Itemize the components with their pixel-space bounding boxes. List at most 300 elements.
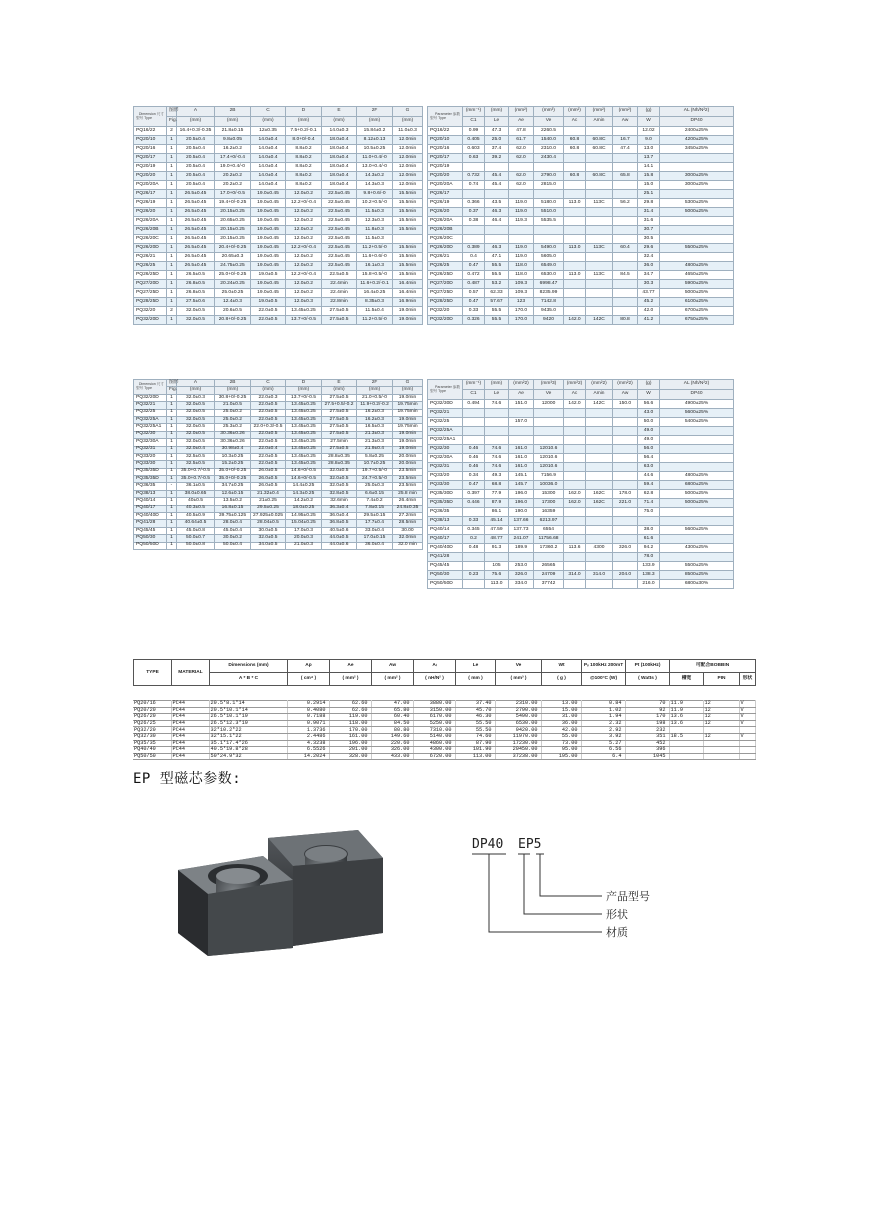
value-cell: 0.397 [463, 490, 485, 499]
value-cell [613, 463, 638, 472]
value-cell: 65.80 [371, 707, 413, 714]
value-cell: 433.00 [371, 753, 413, 760]
value-cell [485, 190, 509, 199]
table-row [134, 535, 423, 542]
value-cell: 13.45±0.25 [286, 409, 322, 416]
value-cell: 20.2±0.2 [215, 172, 251, 181]
pq-material-rows [133, 700, 756, 760]
value-cell: 6100±25% [660, 298, 734, 307]
type-cell: PQ33/20 [428, 472, 463, 481]
value-cell: 161.0 [509, 445, 534, 454]
value-cell [485, 418, 509, 427]
column-header: (g) [638, 380, 660, 390]
value-cell: 32.0±0.3 [177, 394, 215, 401]
table-row [428, 226, 734, 235]
value-cell: 22.5±0.5 [322, 271, 357, 280]
value-cell: 13.00 [541, 701, 581, 708]
value-cell: 16359 [534, 508, 564, 517]
value-cell: 6549.0 [534, 262, 564, 271]
value-cell: 0.9071 [287, 720, 329, 727]
unit-header: C1 [463, 117, 485, 127]
column-unit: ( cm⁴ ) [288, 673, 330, 686]
value-cell [564, 253, 586, 262]
value-cell: 62.0 [509, 145, 534, 154]
type-cell: PQ32/20 [133, 727, 171, 734]
table-row [134, 271, 423, 280]
pn-material-code: DP40 [472, 837, 504, 852]
value-cell: 328.00 [329, 753, 371, 760]
value-cell: 56.0 [638, 445, 660, 454]
table-row [134, 468, 423, 475]
value-cell [463, 418, 485, 427]
value-cell: 27.5+0.5/-0.2 [322, 402, 357, 409]
type-cell: PQ20/16 [134, 145, 167, 154]
column-header: (mm²2) [509, 380, 534, 390]
value-cell: 32.0±0.4 [177, 446, 215, 453]
value-cell: 22.5±0.45 [322, 262, 357, 271]
value-cell: 5600±25% [660, 526, 734, 535]
header-row [134, 380, 423, 387]
pn-label-material: 材质 [606, 926, 628, 939]
type-cell: PQ32/21 [134, 402, 167, 409]
unit-header: C1 [463, 390, 485, 400]
type-cell: PQ26/25D [428, 271, 463, 280]
value-cell [485, 409, 509, 418]
value-cell: 1 [167, 271, 177, 280]
value-cell: 14.1 [638, 163, 660, 172]
value-cell: 45.0±0.8 [177, 527, 215, 534]
value-cell [509, 163, 534, 172]
value-cell: 55.00 [541, 733, 581, 740]
type-cell: PQ50/50 [133, 753, 171, 760]
value-cell: 326.0 [613, 544, 638, 553]
value-cell: 4900±25% [660, 400, 734, 409]
type-cell: PQ33/30 [428, 481, 463, 490]
value-cell: 56.2 [613, 199, 638, 208]
type-cell: PQ32/30D [428, 400, 463, 409]
value-cell: 12±0.35 [251, 127, 286, 136]
table-row [134, 235, 423, 244]
pq-dimension-table-2 [133, 379, 423, 550]
value-cell: 9420 [534, 316, 564, 325]
value-cell: 8500±25% [660, 571, 734, 580]
value-cell [613, 298, 638, 307]
value-cell: 12.0±0.3 [286, 298, 322, 307]
value-cell [613, 163, 638, 172]
column-header: 可配合BOBBIN [670, 660, 756, 673]
value-cell: 4.3238 [287, 740, 329, 747]
value-cell: 86.1 [485, 508, 509, 517]
type-cell: PQ32/31 [134, 446, 167, 453]
value-cell: 11.5±0.3 [357, 235, 393, 244]
value-cell: 22.0±0.5 [251, 402, 286, 409]
value-cell: 5500±25% [660, 244, 734, 253]
value-cell: 162.0 [564, 490, 586, 499]
column-header: Le [456, 660, 496, 673]
column-header: 图形 [167, 107, 177, 117]
value-cell: 19.0±0.45 [251, 208, 286, 217]
value-cell: 113.0 [564, 271, 586, 280]
value-cell: 15.2±0.25 [215, 461, 251, 468]
value-cell: 170.0 [509, 316, 534, 325]
value-cell: 25.0±0.2 [215, 409, 251, 416]
table-row [428, 499, 734, 508]
value-cell: 119.0 [509, 253, 534, 262]
value-cell [613, 190, 638, 199]
value-cell: 36.00 [541, 720, 581, 727]
value-cell: 334.0 [509, 580, 534, 589]
value-cell: 3.92 [581, 733, 625, 740]
value-cell: 16.2±0.2 [215, 145, 251, 154]
value-cell: 2310.00 [495, 701, 541, 708]
value-cell: 40±0.5 [177, 498, 215, 505]
value-cell: 2815.0 [534, 181, 564, 190]
value-cell: 44.0±0.6 [322, 542, 357, 549]
value-cell: 14.2024 [287, 753, 329, 760]
value-cell [564, 553, 586, 562]
value-cell: 11.2+0.5/-0 [357, 244, 393, 253]
value-cell [586, 526, 613, 535]
value-cell: 4860.00 [413, 740, 455, 747]
value-cell: 22.4min [322, 280, 357, 289]
column-header: (mm²2) [564, 380, 586, 390]
column-header: (mm³) [534, 107, 564, 117]
value-cell: 0.446 [463, 499, 485, 508]
value-cell [660, 163, 734, 172]
value-cell: 13.45±0.25 [286, 424, 322, 431]
value-cell [564, 208, 586, 217]
value-cell: 1 [167, 513, 177, 520]
value-cell: 19.0min [393, 446, 423, 453]
value-cell [660, 154, 734, 163]
value-cell: 189.9 [509, 544, 534, 553]
value-cell: 43.5 [485, 199, 509, 208]
column-header: AL (Nh/N²2) [660, 380, 734, 390]
value-cell: 43.0 [638, 409, 660, 418]
value-cell [613, 226, 638, 235]
unit-header: (mm) [251, 387, 286, 394]
value-cell: 77.9 [485, 490, 509, 499]
value-cell: 7310.00 [413, 727, 455, 734]
value-cell: 16.7 [613, 136, 638, 145]
value-cell: 11970.00 [495, 733, 541, 740]
value-cell: 216.0 [638, 580, 660, 589]
value-cell: 26.8±0.5 [177, 289, 215, 298]
value-cell: 9.0 [638, 136, 660, 145]
value-cell: PC44 [171, 714, 209, 721]
value-cell: 45.4 [485, 172, 509, 181]
value-cell: 15.5min [393, 253, 423, 262]
value-cell [485, 436, 509, 445]
value-cell: 34.7±0.25 [215, 483, 251, 490]
value-cell: 196.0 [509, 499, 534, 508]
unit-row [134, 117, 423, 127]
type-cell: PQ28/25D [428, 298, 463, 307]
value-cell: 46.4 [485, 217, 509, 226]
column-subheader: 形状 [740, 673, 756, 686]
value-cell: 1 [167, 490, 177, 497]
value-cell: - [167, 483, 177, 490]
value-cell: 15.5min [393, 262, 423, 271]
corner-top-label: Dimension 尺寸 [138, 382, 164, 387]
value-cell [564, 163, 586, 172]
value-cell: 12 [703, 714, 739, 721]
value-cell: 22.8min [322, 298, 357, 307]
value-cell [739, 747, 755, 754]
column-header: (mm²2) [586, 380, 613, 390]
value-cell: 17300 [534, 499, 564, 508]
value-cell: 35.0+0/-0.25 [215, 468, 251, 475]
value-cell: 12.0min [393, 172, 423, 181]
value-cell: 6700±25% [660, 307, 734, 316]
value-cell: 39.2 [485, 154, 509, 163]
value-cell: 0.47 [463, 481, 485, 490]
value-cell: 42.0 [638, 307, 660, 316]
value-cell: 15.00 [541, 707, 581, 714]
value-cell: 1 [167, 535, 177, 542]
type-cell: PQ32/25 [134, 409, 167, 416]
value-cell: 36.3±0.4 [322, 505, 357, 512]
value-cell: 27.2min [393, 513, 423, 520]
column-header: Wt [542, 660, 582, 673]
type-cell: PQ26/20B [428, 226, 463, 235]
table-row [428, 544, 734, 553]
value-cell [485, 235, 509, 244]
value-cell: 12.3±0.3 [357, 217, 393, 226]
value-cell: 20.24±0.25 [215, 280, 251, 289]
value-cell: 14.95±0.25 [286, 513, 322, 520]
value-cell: 94.2 [638, 544, 660, 553]
value-cell [564, 190, 586, 199]
value-cell [564, 427, 586, 436]
value-cell: 119.0 [509, 244, 534, 253]
type-cell: PQ26/25D [134, 271, 167, 280]
value-cell [660, 445, 734, 454]
value-cell: 32.0±0.5 [251, 535, 286, 542]
type-cell: PQ27/20D [428, 280, 463, 289]
value-cell: 1 [167, 468, 177, 475]
value-cell: 14.3±0.25 [286, 490, 322, 497]
value-cell [586, 517, 613, 526]
value-cell: 20.15±0.25 [215, 226, 251, 235]
value-cell: 0.405 [463, 136, 485, 145]
value-cell: 31.4 [638, 208, 660, 217]
value-cell: 48.77 [485, 535, 509, 544]
value-cell: 1 [167, 181, 177, 190]
value-cell [586, 127, 613, 136]
value-cell: 1 [167, 145, 177, 154]
value-cell: 0.4080 [287, 707, 329, 714]
value-cell: 15300 [534, 490, 564, 499]
value-cell: 22.4min [322, 289, 357, 298]
table-row [428, 271, 734, 280]
value-cell [485, 427, 509, 436]
value-cell: 71.4 [638, 499, 660, 508]
value-cell: 45.4 [485, 181, 509, 190]
value-cell [613, 526, 638, 535]
value-cell: V [739, 707, 755, 714]
value-cell: 61.6 [638, 535, 660, 544]
value-cell: 118.0 [509, 262, 534, 271]
value-cell [564, 526, 586, 535]
value-cell: 40.64±0.5 [177, 520, 215, 527]
value-cell: 11.6+0.6/-0 [357, 253, 393, 262]
type-cell: PQ32/21 [428, 409, 463, 418]
table-row [134, 431, 423, 438]
value-cell: 220.60 [371, 740, 413, 747]
value-cell: 32.8±0.5 [322, 490, 357, 497]
value-cell: 19.0±0.5 [251, 298, 286, 307]
column-header: Pᵥ 100kHz 200mT [582, 660, 626, 673]
value-cell: 22.0±0.5 [251, 439, 286, 446]
value-cell [564, 280, 586, 289]
value-cell: 12 [703, 733, 739, 740]
table-row [428, 580, 734, 589]
type-cell: PQ26/20B [134, 226, 167, 235]
value-cell: 1 [167, 446, 177, 453]
value-cell: 36.8±0.5 [322, 520, 357, 527]
value-cell: 74.6 [485, 463, 509, 472]
value-cell: 16.9min [393, 298, 423, 307]
value-cell: 12000 [534, 400, 564, 409]
value-cell [509, 235, 534, 244]
table-row [134, 520, 423, 527]
pq-material-table [133, 659, 753, 760]
unit-header: Ve [534, 390, 564, 400]
value-cell: 10.5±0.25 [357, 145, 393, 154]
value-cell: 55.5 [485, 262, 509, 271]
value-cell [534, 190, 564, 199]
value-cell: 12 [703, 720, 739, 727]
pn-label-model: 产品型号 [606, 890, 650, 903]
value-cell: 119.00 [329, 714, 371, 721]
value-cell: 25.3±0.2 [215, 424, 251, 431]
value-cell: 26.8±0.5 [177, 280, 215, 289]
value-cell: 11.9 [669, 701, 703, 708]
corner-bottom-label: 型号 Type [430, 115, 446, 120]
value-cell: 32.0±0.5 [177, 307, 215, 316]
value-cell: 15.5min [393, 271, 423, 280]
value-cell: 16.8±0.15 [215, 505, 251, 512]
value-cell: 17.0±0.3 [286, 527, 322, 534]
column-unit: ( mm³ ) [496, 673, 542, 686]
value-cell: 6.4 [581, 753, 625, 760]
table-row [428, 145, 734, 154]
type-cell: PQ20/20 [134, 172, 167, 181]
value-cell: 6170.00 [413, 714, 455, 721]
value-cell: 9435.0 [534, 307, 564, 316]
value-cell: 25.1 [638, 190, 660, 199]
table-row [428, 535, 734, 544]
value-cell: PC44 [171, 747, 209, 754]
value-cell [660, 517, 734, 526]
type-cell: PQ28/25D [134, 298, 167, 307]
value-cell [660, 226, 734, 235]
value-cell: 60.40 [371, 714, 413, 721]
value-cell: 22.0±0.4 [251, 446, 286, 453]
value-cell: 3000±25% [660, 181, 734, 190]
value-cell: 14.0±0.4 [251, 154, 286, 163]
value-cell [463, 235, 485, 244]
value-cell: 22.0±0.5 [251, 316, 286, 325]
value-cell: 39.75±0.125 [215, 513, 251, 520]
unit-header: (mm) [251, 117, 286, 127]
corner-top-label: Dimension 尺寸 [138, 111, 164, 116]
value-cell [485, 553, 509, 562]
value-cell: 32.0±0.5 [177, 409, 215, 416]
pn-label-shape: 形状 [606, 908, 628, 921]
value-cell: 20.5±0.4 [177, 136, 215, 145]
unit-header: W [638, 117, 660, 127]
value-cell: 12.0min [393, 136, 423, 145]
value-cell: 32*15.1*22 [209, 733, 287, 740]
type-cell: PQ26/17 [428, 190, 463, 199]
value-cell: 12.0min [393, 163, 423, 172]
value-cell: 5600±25% [660, 409, 734, 418]
value-cell: 8.8±0.2 [286, 145, 322, 154]
value-cell: 25.0 [485, 136, 509, 145]
value-cell: 30.36±0.26 [215, 439, 251, 446]
value-cell: 40.5*19.8*28 [209, 747, 287, 754]
value-cell: 0.84 [581, 701, 625, 708]
value-cell: PC44 [171, 753, 209, 760]
value-cell: 26.0±0.5 [251, 468, 286, 475]
value-cell [660, 535, 734, 544]
value-cell: 22.5±0.45 [322, 235, 357, 244]
value-cell: 5000±25% [660, 208, 734, 217]
value-cell: 38.0 [638, 526, 660, 535]
value-cell: 19.0min [393, 431, 423, 438]
value-cell: 101.90 [455, 747, 495, 754]
value-cell: 87.90 [455, 740, 495, 747]
column-subheader: PIN [704, 673, 740, 686]
value-cell: 32.0±0.5 [322, 476, 357, 483]
value-cell: 2400±25% [660, 127, 734, 136]
value-cell: 32.4 [638, 253, 660, 262]
column-header: G [393, 107, 423, 117]
value-cell: 13.45±0.25 [286, 439, 322, 446]
value-cell: 9.8+0.6/-0 [357, 190, 393, 199]
value-cell: 195.00 [541, 753, 581, 760]
value-cell: 46.3 [485, 208, 509, 217]
unit-header: Fig. [167, 387, 177, 394]
type-cell: PQ26/21 [428, 253, 463, 262]
value-cell: 19.0±0.45 [251, 190, 286, 199]
value-cell: 15.5min [393, 244, 423, 253]
value-cell: 161.0 [509, 463, 534, 472]
value-cell: 31.00 [541, 714, 581, 721]
value-cell: 20.5±0.4 [177, 172, 215, 181]
value-cell [509, 226, 534, 235]
value-cell: 123 [509, 298, 534, 307]
type-cell: PQ26/20 [428, 208, 463, 217]
column-header: Ve [496, 660, 542, 673]
value-cell: 12.6±0.15 [215, 490, 251, 497]
value-cell: 162.0 [564, 499, 586, 508]
value-cell: 5.27 [581, 740, 625, 747]
value-cell: 47.3 [485, 127, 509, 136]
value-cell: 25.0+0/-0.25 [215, 271, 251, 280]
value-cell: 15.8 [638, 172, 660, 181]
value-cell: 32.0±0.5 [177, 439, 215, 446]
value-cell: 11.5±0.3 [357, 208, 393, 217]
value-cell [463, 436, 485, 445]
value-cell [586, 307, 613, 316]
value-cell: 0.7188 [287, 714, 329, 721]
table-row [134, 163, 423, 172]
value-cell: 78.0 [638, 553, 660, 562]
unit-header: (mm) [393, 387, 423, 394]
